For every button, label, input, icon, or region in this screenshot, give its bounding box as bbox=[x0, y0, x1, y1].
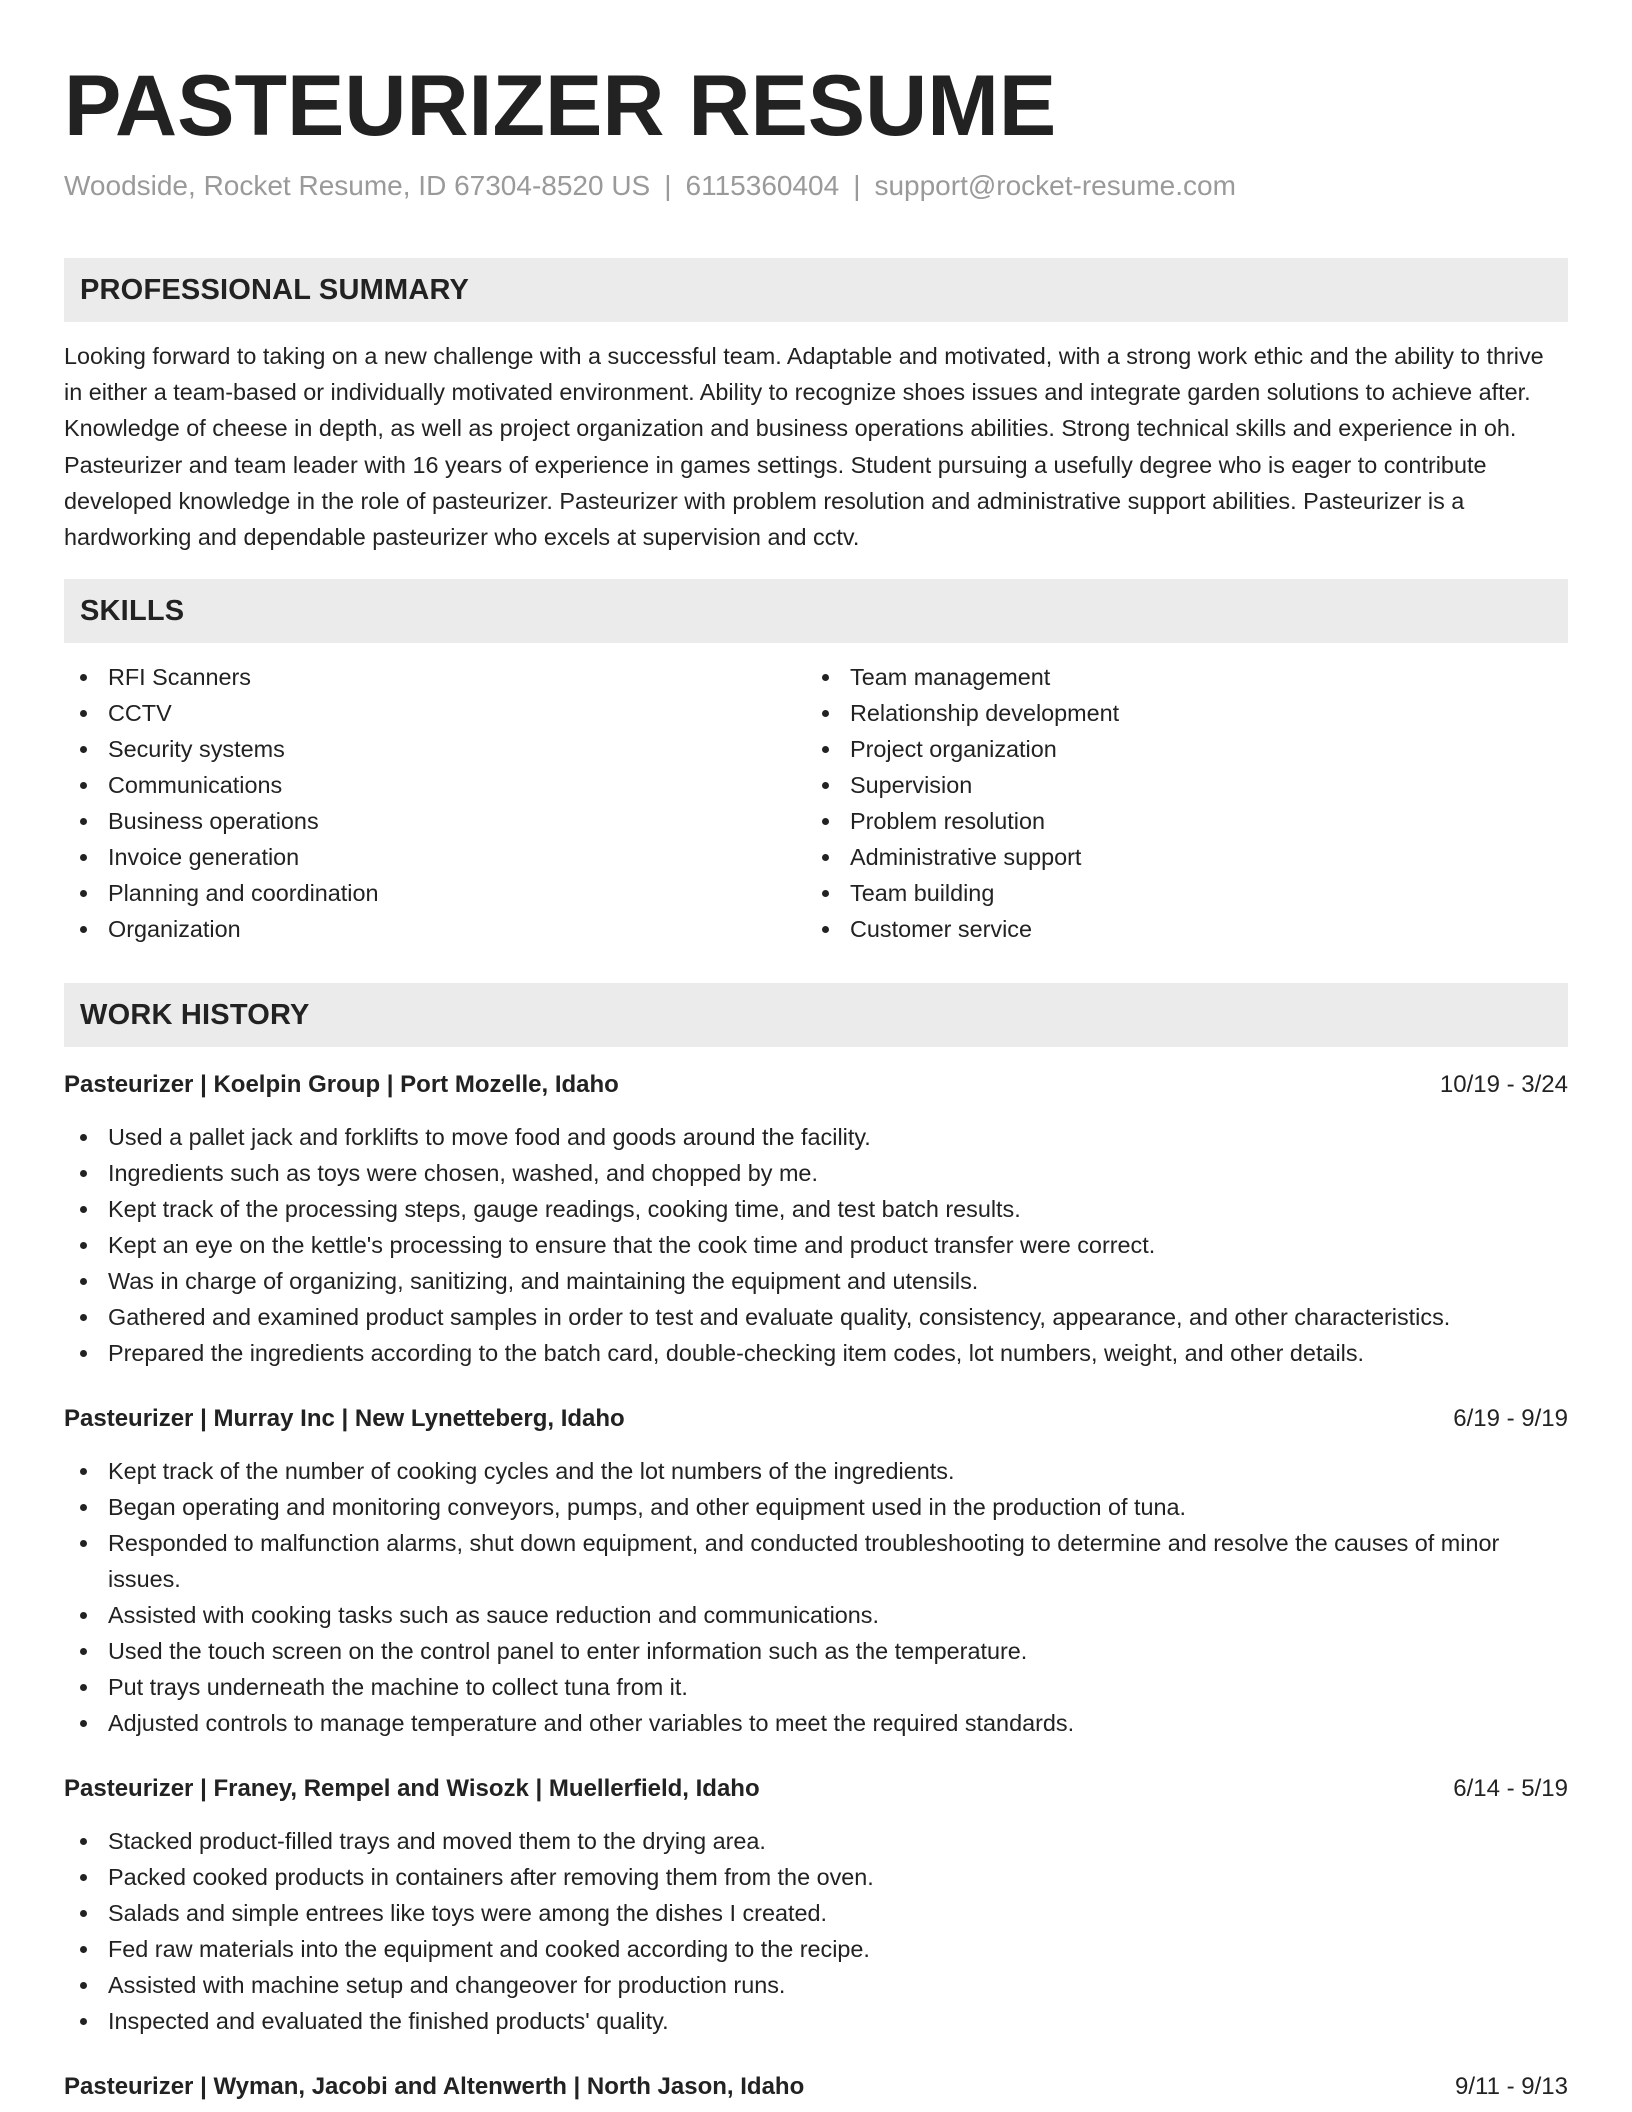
skills-column-right bbox=[806, 659, 1548, 947]
job-bullet: Prepared the ingredients according to the batch card, double-checking item codes, lot numbers, weight, and other details. bbox=[64, 1335, 1568, 1371]
resume-title: PASTEURIZER RESUME bbox=[64, 58, 1057, 154]
job-entry bbox=[64, 2069, 1568, 2105]
skill-item: Security systems bbox=[64, 731, 806, 767]
summary-text: Looking forward to taking on a new challenge with a successful team. Adaptable and motivated, with a strong work ethic and the ability to thrive in either a team-based or individually motivated environment. Ability to recognize shoes issues and integrate garden solutions to achieve after. Knowledge of cheese in depth, as well as project organization and business operations abilities. Strong technical skills and experience in oh. Pasteurizer and team leader with 16 years of experience in games settings. Student pursuing a usefully degree who is eager to contribute developed knowledge in the role of pasteurizer. Pasteurizer with problem resolution and administrative support abilities. Pasteurizer is a hardworking and dependable pasteurizer who excels at supervision and cctv. bbox=[64, 343, 1544, 551]
job-title: Pasteurizer | Koelpin Group | Port Mozelle, Idaho bbox=[64, 1071, 619, 1099]
skill-item: Project organization bbox=[806, 731, 1548, 767]
job-dates: 6/14 - 5/19 bbox=[1453, 1775, 1568, 1803]
skill-item: Problem resolution bbox=[806, 803, 1548, 839]
job-bullet: Adjusted controls to manage temperature and other variables to meet the required standards. bbox=[64, 1705, 1568, 1741]
job-bullets bbox=[64, 1119, 1568, 1371]
skill-item: Communications bbox=[64, 767, 806, 803]
job-bullet: Put trays underneath the machine to collect tuna from it. bbox=[64, 1669, 1568, 1705]
job-bullet: Kept track of the processing steps, gauge readings, cooking time, and test batch results. bbox=[64, 1191, 1568, 1227]
contact-separator: | bbox=[853, 170, 861, 201]
skill-item: RFI Scanners bbox=[64, 659, 806, 695]
skill-item: Team management bbox=[806, 659, 1548, 695]
job-entry bbox=[64, 1401, 1568, 1741]
resume-page bbox=[64, 56, 1568, 2105]
skills-column-left bbox=[64, 659, 806, 947]
skill-item: Administrative support bbox=[806, 839, 1548, 875]
skill-item: Organization bbox=[64, 911, 806, 947]
job-bullets bbox=[64, 1453, 1568, 1741]
job-entry bbox=[64, 1771, 1568, 2039]
job-bullet: Ingredients such as toys were chosen, washed, and chopped by me. bbox=[64, 1155, 1568, 1191]
job-title: Pasteurizer | Franey, Rempel and Wisozk | Muellerfield, Idaho bbox=[64, 1775, 760, 1803]
section-header-work-history: WORK HISTORY bbox=[64, 983, 1568, 1047]
job-bullet: Salads and simple entrees like toys were among the dishes I created. bbox=[64, 1895, 1568, 1931]
contact-separator: | bbox=[664, 170, 672, 201]
job-bullet: Was in charge of organizing, sanitizing, and maintaining the equipment and utensils. bbox=[64, 1263, 1568, 1299]
job-heading-row bbox=[64, 1771, 1568, 1807]
job-bullet: Began operating and monitoring conveyors, pumps, and other equipment used in the production of tuna. bbox=[64, 1489, 1568, 1525]
job-bullets bbox=[64, 1823, 1568, 2039]
job-title: Pasteurizer | Wyman, Jacobi and Altenwerth | North Jason, Idaho bbox=[64, 2073, 805, 2101]
job-bullet: Packed cooked products in containers after removing them from the oven. bbox=[64, 1859, 1568, 1895]
job-bullet: Used a pallet jack and forklifts to move food and goods around the facility. bbox=[64, 1119, 1568, 1155]
skill-item: Planning and coordination bbox=[64, 875, 806, 911]
skill-item: Business operations bbox=[64, 803, 806, 839]
job-dates: 6/19 - 9/19 bbox=[1453, 1405, 1568, 1433]
job-bullet: Assisted with cooking tasks such as sauce reduction and communications. bbox=[64, 1597, 1568, 1633]
email-text: support@rocket-resume.com bbox=[874, 170, 1236, 201]
job-bullet: Responded to malfunction alarms, shut down equipment, and conducted troubleshooting to determine and resolve the causes of minor issues. bbox=[64, 1525, 1568, 1597]
job-bullet: Kept track of the number of cooking cycles and the lot numbers of the ingredients. bbox=[64, 1453, 1568, 1489]
skill-item: CCTV bbox=[64, 695, 806, 731]
skill-item: Invoice generation bbox=[64, 839, 806, 875]
skill-item: Relationship development bbox=[806, 695, 1548, 731]
job-dates: 9/11 - 9/13 bbox=[1455, 2073, 1568, 2101]
job-bullet: Assisted with machine setup and changeover for production runs. bbox=[64, 1967, 1568, 2003]
job-bullet: Inspected and evaluated the finished products' quality. bbox=[64, 2003, 1568, 2039]
phone-text: 6115360404 bbox=[685, 170, 840, 201]
job-heading-row bbox=[64, 1067, 1568, 1103]
job-bullet: Fed raw materials into the equipment and cooked according to the recipe. bbox=[64, 1931, 1568, 1967]
skill-item: Customer service bbox=[806, 911, 1548, 947]
job-heading-row bbox=[64, 1401, 1568, 1437]
address-text: Woodside, Rocket Resume, ID 67304-8520 US bbox=[64, 170, 651, 201]
job-dates: 10/19 - 3/24 bbox=[1439, 1071, 1568, 1099]
job-bullet: Gathered and examined product samples in order to test and evaluate quality, consistency, appearance, and other characteristics. bbox=[64, 1299, 1568, 1335]
job-bullet: Stacked product-filled trays and moved them to the drying area. bbox=[64, 1823, 1568, 1859]
contact-line bbox=[64, 166, 1568, 206]
job-title: Pasteurizer | Murray Inc | New Lynetteberg, Idaho bbox=[64, 1405, 625, 1433]
skills-list bbox=[64, 659, 1568, 947]
section-header-skills: SKILLS bbox=[64, 579, 1568, 643]
skill-item: Supervision bbox=[806, 767, 1548, 803]
job-heading-row bbox=[64, 2069, 1568, 2105]
job-bullet: Used the touch screen on the control panel to enter information such as the temperature. bbox=[64, 1633, 1568, 1669]
job-entry bbox=[64, 1067, 1568, 1371]
section-header-summary: PROFESSIONAL SUMMARY bbox=[64, 258, 1568, 322]
skill-item: Team building bbox=[806, 875, 1548, 911]
job-bullet: Kept an eye on the kettle's processing to ensure that the cook time and product transfer were correct. bbox=[64, 1227, 1568, 1263]
